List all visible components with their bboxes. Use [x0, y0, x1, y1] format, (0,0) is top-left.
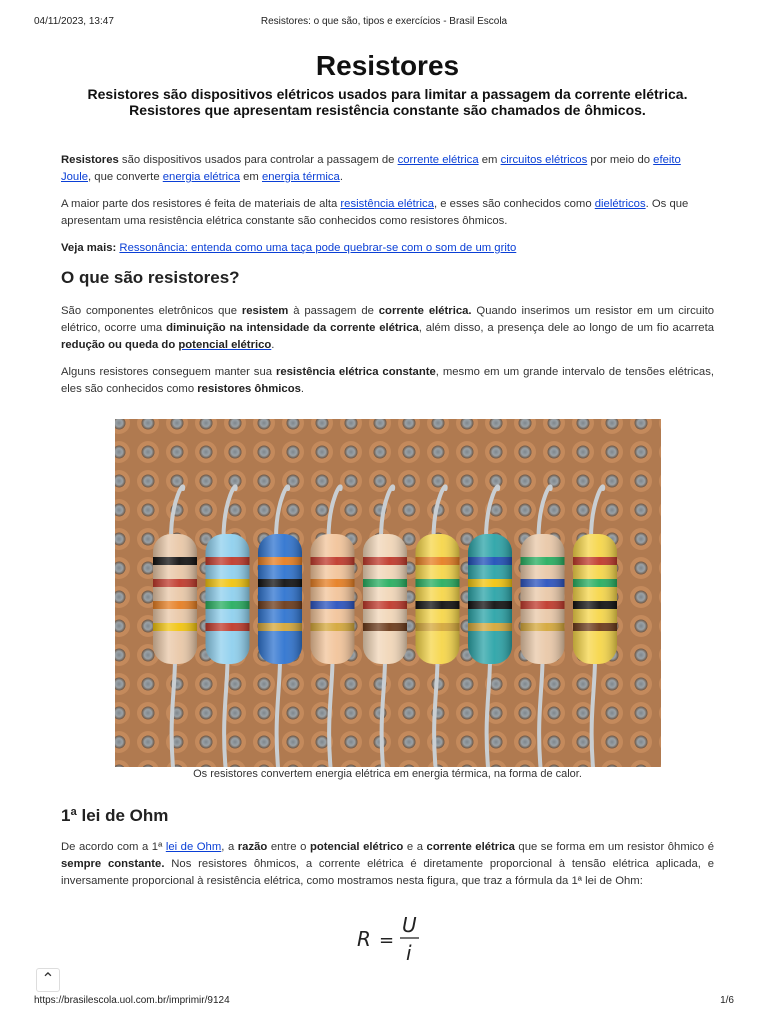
article-title: Resistores	[315, 50, 460, 81]
text: que se forma em um resistor ôhmico é	[514, 841, 715, 853]
bold-text: resistência elétrica constante	[275, 366, 436, 378]
text: Alguns resistores conseguem manter sua	[61, 366, 276, 378]
text: por meio do	[587, 154, 654, 166]
paragraph-ohmic	[61, 364, 714, 398]
link-corrente-eletrica[interactable]: corrente elétrica	[397, 154, 479, 166]
text: .	[271, 339, 275, 351]
link-text: potencial elétrico	[178, 339, 272, 351]
bold-text: sempre constante.	[61, 858, 165, 870]
text: Quando inserimos um resistor em um circuito elétrico, ocorre uma	[61, 305, 715, 334]
article-subtitle	[61, 86, 714, 118]
formula-denominator: i	[406, 941, 412, 964]
bold-text: corrente elétrica	[426, 841, 515, 853]
formula-equals: =	[379, 930, 395, 951]
text: , além disso, a presença dele ao longo de um fio acarreta	[418, 322, 715, 334]
link-ressonancia[interactable]: Ressonância: entenda como uma taça pode quebrar-se com o som de um grito	[119, 242, 517, 254]
bold-text: razão	[237, 841, 268, 853]
text: em	[240, 171, 262, 183]
text: são dispositivos usados para controlar a passagem de	[118, 154, 398, 166]
text: , a	[221, 841, 238, 853]
ohm-law-formula	[351, 914, 431, 964]
chevron-up-icon: ⌃	[41, 971, 55, 988]
formula-lhs: R	[357, 927, 371, 951]
figure-caption: Os resistores convertem energia elétrica em energia térmica, na forma de calor.	[193, 768, 582, 780]
bold-text: diminuição na intensidade da corrente elétrica	[166, 322, 419, 334]
subtitle-line-1: Resistores são dispositivos elétricos usados para limitar a passagem da corrente elétrica.	[87, 86, 688, 102]
print-url: https://brasilescola.uol.com.br/imprimir/9124	[34, 995, 230, 1006]
see-more-label: Veja mais:	[61, 242, 117, 254]
paragraph-materials	[61, 196, 714, 230]
link-lei-de-ohm[interactable]: lei de Ohm	[165, 841, 222, 853]
paragraph-intro	[61, 152, 714, 186]
scroll-up-button[interactable]	[36, 968, 60, 992]
resistors-photo-svg	[115, 419, 661, 767]
bold-text: resistores ôhmicos	[197, 383, 301, 395]
text: e a	[403, 841, 427, 853]
bold-text: corrente elétrica.	[378, 305, 472, 317]
text: em	[478, 154, 501, 166]
bold-text: resistem	[241, 305, 289, 317]
link-efeito-joule[interactable]: efeito Joule	[61, 154, 681, 183]
text: A maior parte dos resistores é feita de materiais de alta	[61, 198, 341, 210]
print-datetime: 04/11/2023, 13:47	[34, 16, 114, 27]
text: São componentes eletrônicos que	[61, 305, 242, 317]
bold-text: potencial elétrico	[309, 841, 404, 853]
paragraph-definition	[61, 303, 714, 354]
text: .	[339, 171, 343, 183]
text: , que converte	[88, 171, 163, 183]
bold-term: Resistores	[61, 154, 119, 166]
print-page-title: Resistores: o que são, tipos e exercícios - Brasil Escola	[260, 16, 508, 27]
print-header	[34, 16, 734, 30]
resistors-photo	[115, 419, 661, 767]
bold-text: redução ou queda do	[61, 339, 179, 351]
text: entre o	[267, 841, 310, 853]
text: , e esses são conhecidos como	[433, 198, 595, 210]
link-dieletricos[interactable]: dielétricos	[594, 198, 646, 210]
text: .	[300, 383, 305, 395]
section-title-o-que-sao: O que são resistores?	[61, 268, 240, 287]
text: . Os que apresentam uma resistência elétrica constante são conhecidos como resistores ôhmicos.	[61, 198, 689, 227]
text: Nos resistores ôhmicos, a corrente elétrica é diretamente proporcional à tensão elétrica aplicada, e inversamente proporcional à resistência elétrica, como mostramos nesta figura, que traz a fórmula da 1ª lei de Ohm:	[61, 858, 714, 887]
link-circuitos-eletricos[interactable]: circuitos elétricos	[500, 154, 588, 166]
section-title-lei-ohm: 1ª lei de Ohm	[61, 806, 169, 825]
paragraph-ohm-law	[61, 839, 714, 890]
print-page-number: 1/6	[720, 995, 734, 1006]
text: à passagem de	[288, 305, 379, 317]
link-potencial-eletrico[interactable]	[178, 339, 271, 351]
link-energia-eletrica[interactable]: energia elétrica	[162, 171, 240, 183]
formula-numerator: U	[402, 914, 417, 937]
link-resistencia-eletrica[interactable]: resistência elétrica	[340, 198, 434, 210]
article	[61, 48, 715, 964]
paragraph-see-more	[61, 240, 714, 257]
subtitle-line-2: Resistores que apresentam resistência constante são chamados de ôhmicos.	[129, 102, 646, 118]
text: , mesmo em um grande intervalo de tensões elétricas, eles são conhecidos como	[61, 366, 715, 395]
print-footer	[34, 995, 734, 1009]
link-energia-termica[interactable]: energia térmica	[261, 171, 340, 183]
text: De acordo com a 1ª	[61, 841, 166, 853]
